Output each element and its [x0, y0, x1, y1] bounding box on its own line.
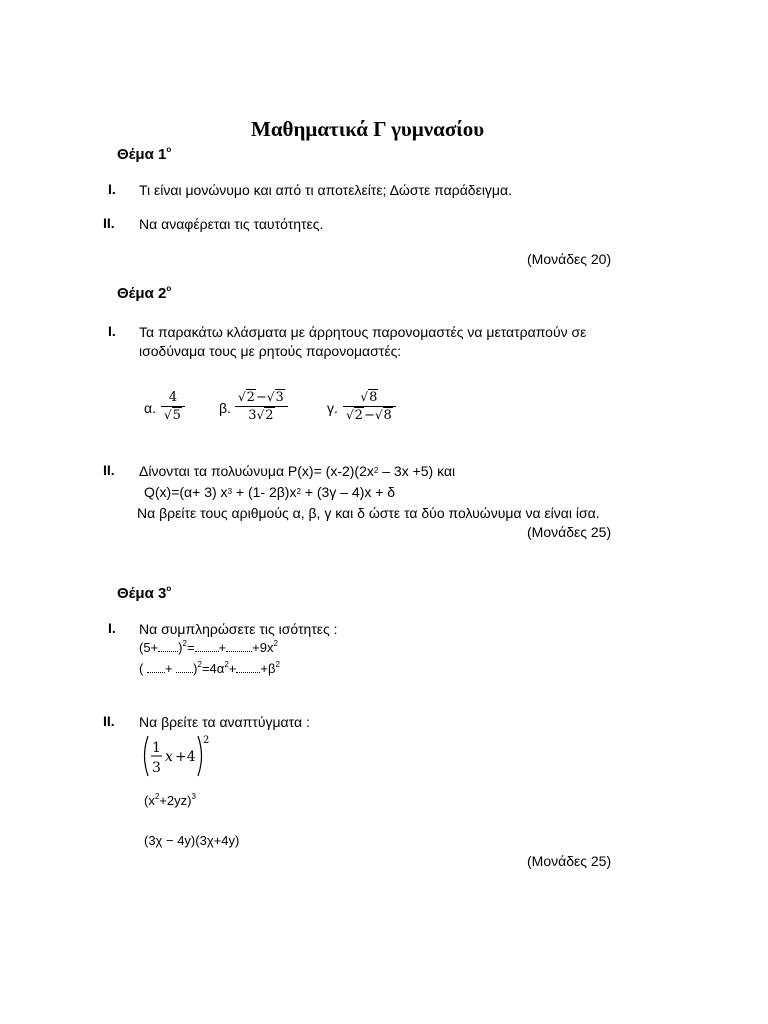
theme-1-heading: Θέμα $1^o$ [117, 145, 172, 163]
theme-2-q2-line1: Δίνονται τα πολυώνυμα $P(x)= (x-2)(2x^2 - 3x +5)$ και [139, 463, 456, 479]
svg-text:+4: +4 [175, 749, 196, 765]
theme-3-q1-number: I. [108, 620, 116, 636]
theme-2-heading: Θέμα $2^o$ [117, 284, 172, 302]
theme-1-q2-text: Να αναφέρεται τις ταυτότητες. [139, 216, 324, 232]
theme-3-q1-text: Να συμπληρώσετε τις ισότητες : [139, 621, 338, 637]
theme-2-q1-number: I. [108, 323, 116, 339]
expansion-2: $(x^2+2yz)^3$ [144, 792, 196, 808]
fraction-a: $\frac{4}{√5}$ [161, 389, 185, 424]
theme-2-points: (Μονάδες 25) [527, 524, 612, 540]
svg-text:1: 1 [152, 740, 161, 756]
svg-text:3: 3 [152, 760, 161, 776]
theme-2-q1-line1: Τα παρακάτω κλάσματα με άρρητους παρονομαστές να μετατραπούν σε [139, 324, 587, 340]
theme-2-q2-line3: Να βρείτε τους αριθμούς α, β, γ και δ ώστε τα δύο πολυώνυμα να είναι ίσα. [137, 505, 600, 521]
theme-2-q2-number: II. [103, 462, 115, 478]
fraction-c-label: γ. [327, 400, 338, 416]
page-title: Μαθηματικά Γ γυμνασίου [251, 117, 485, 141]
fraction-c: $\frac{√8}{√2-√8}$ [343, 389, 396, 424]
theme-3-heading: Θέμα $3^o$ [117, 584, 172, 602]
expansion-1 [140, 732, 220, 780]
theme-1-q2-number: II. [103, 215, 115, 231]
theme-1-points: (Μονάδες 20) [527, 251, 612, 267]
theme-2-q1-line2: ισοδύναμα τους με ρητούς παρονομαστές: [139, 343, 402, 359]
theme-3-q2-number: II. [103, 713, 115, 729]
theme-1-q1-text: Τι είναι μονώνυμο και από τι αποτελείτε; Δώστε παράδειγμα. [139, 182, 512, 198]
expansion-3: (3χ − 4y)(3χ+4y) [144, 833, 240, 848]
theme-1-q1-number: I. [108, 181, 116, 197]
theme-3-q2-text: Να βρείτε τα αναπτύγματα : [139, 714, 310, 730]
theme-2-q2-line2: Q(x)=(α+ 3) $x^3 + (1-$ $2\beta)x^2 + (3\gamma - 4)x + \delta$ [144, 484, 396, 500]
identity-2: ( + )$^2=4\alpha^2+ +\beta^2$ [139, 660, 280, 676]
fraction-b: $\frac{√2-√3}{3√2}$ [235, 389, 288, 424]
svg-text:x: x [165, 749, 173, 765]
theme-3-points: (Μονάδες 25) [527, 853, 612, 869]
fraction-a-label: α. [144, 400, 156, 416]
svg-text:2: 2 [203, 735, 210, 746]
identity-1: $(5+ )^2= + +9x^2$ [139, 639, 278, 655]
fraction-b-label: β. [219, 400, 231, 416]
